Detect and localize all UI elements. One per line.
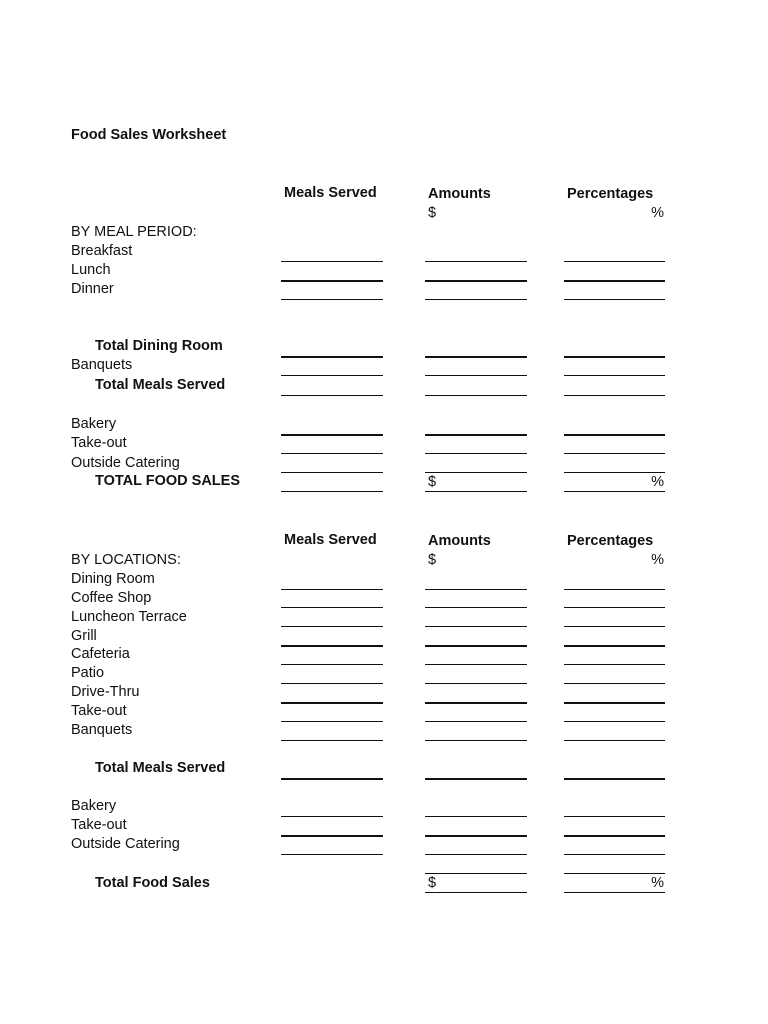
entry-line-amount xyxy=(425,280,527,282)
entry-line-percent xyxy=(564,626,665,627)
entry-line-percent xyxy=(564,702,665,704)
entry-line-meals xyxy=(281,645,383,647)
row-label-take-out-location: Take-out xyxy=(71,703,127,719)
entry-line-amount xyxy=(425,873,527,874)
entry-line-amount xyxy=(425,491,527,492)
entry-line-meals xyxy=(281,854,383,855)
row-label-dining-room: Dining Room xyxy=(71,571,155,587)
entry-line-percent xyxy=(564,873,665,874)
row-label-drive-thru: Drive-Thru xyxy=(71,684,140,700)
entry-line-meals xyxy=(281,472,383,473)
entry-line-amount xyxy=(425,356,527,358)
entry-line-percent xyxy=(564,835,665,837)
row-label-take-out: Take-out xyxy=(71,435,127,451)
row-label-outside-catering-2: Outside Catering xyxy=(71,836,180,852)
entry-line-percent xyxy=(564,892,665,893)
entry-line-amount xyxy=(425,626,527,627)
entry-line-meals xyxy=(281,261,383,262)
row-label-patio: Patio xyxy=(71,665,105,681)
entry-line-percent xyxy=(564,854,665,855)
entry-line-meals xyxy=(281,816,383,817)
header-amounts: Amounts xyxy=(428,186,491,202)
dollar-sign-2: $ xyxy=(428,552,437,568)
entry-line-meals xyxy=(281,375,383,376)
row-label-luncheon-terrace: Luncheon Terrace xyxy=(71,609,187,625)
row-label-total-food-sales: TOTAL FOOD SALES xyxy=(95,473,241,489)
entry-line-amount xyxy=(425,434,527,436)
entry-line-meals xyxy=(281,453,383,454)
entry-line-percent xyxy=(564,664,665,665)
row-label-outside-catering: Outside Catering xyxy=(71,455,180,471)
row-label-total-dining-room: Total Dining Room xyxy=(95,338,223,354)
entry-line-percent xyxy=(564,434,665,436)
entry-line-percent xyxy=(564,816,665,817)
row-label-bakery-2: Bakery xyxy=(71,798,117,814)
entry-line-amount xyxy=(425,683,527,684)
section-heading-meal-period: BY MEAL PERIOD: xyxy=(71,224,197,240)
entry-line-percent xyxy=(564,589,665,590)
entry-line-percent xyxy=(564,778,665,780)
row-label-take-out-2: Take-out xyxy=(71,817,127,833)
entry-line-amount xyxy=(425,589,527,590)
total-dollar-sign: $ xyxy=(428,474,437,490)
entry-line-meals xyxy=(281,835,383,837)
entry-line-percent xyxy=(564,472,665,473)
entry-line-percent xyxy=(564,261,665,262)
entry-line-amount xyxy=(425,854,527,855)
entry-line-amount xyxy=(425,375,527,376)
row-label-total-meals-served-2: Total Meals Served xyxy=(95,760,226,776)
entry-line-amount xyxy=(425,299,527,300)
entry-line-amount xyxy=(425,395,527,396)
entry-line-percent xyxy=(564,683,665,684)
final-percent-sign: % xyxy=(651,875,664,891)
entry-line-meals xyxy=(281,778,383,780)
section-heading-locations: BY LOCATIONS: xyxy=(71,552,181,568)
entry-line-meals xyxy=(281,299,383,300)
row-label-coffee-shop: Coffee Shop xyxy=(71,590,152,606)
entry-line-meals xyxy=(281,356,383,358)
row-label-lunch: Lunch xyxy=(71,262,111,278)
header-meals-served: Meals Served xyxy=(284,185,377,201)
header-amounts-2: Amounts xyxy=(428,533,491,549)
entry-line-amount xyxy=(425,835,527,837)
entry-line-percent xyxy=(564,299,665,300)
entry-line-meals xyxy=(281,740,383,741)
row-label-banquets-location: Banquets xyxy=(71,722,133,738)
final-dollar-sign: $ xyxy=(428,875,437,891)
entry-line-meals xyxy=(281,626,383,627)
entry-line-amount xyxy=(425,702,527,704)
entry-line-percent xyxy=(564,356,665,358)
header-percentages: Percentages xyxy=(567,186,654,202)
entry-line-meals xyxy=(281,664,383,665)
entry-line-amount xyxy=(425,261,527,262)
entry-line-meals xyxy=(281,683,383,684)
row-label-total-meals-served: Total Meals Served xyxy=(95,377,226,393)
row-label-banquets: Banquets xyxy=(71,357,133,373)
entry-line-meals xyxy=(281,607,383,608)
entry-line-percent xyxy=(564,645,665,647)
row-label-grill: Grill xyxy=(71,628,97,644)
entry-line-meals xyxy=(281,434,383,436)
header-meals-served-2: Meals Served xyxy=(284,532,377,548)
entry-line-meals xyxy=(281,702,383,704)
entry-line-amount xyxy=(425,472,527,473)
entry-line-amount xyxy=(425,645,527,647)
entry-line-percent xyxy=(564,740,665,741)
row-label-total-food-sales-2: Total Food Sales xyxy=(95,875,210,891)
entry-line-meals xyxy=(281,395,383,396)
row-label-cafeteria: Cafeteria xyxy=(71,646,130,662)
entry-line-meals xyxy=(281,280,383,282)
entry-line-amount xyxy=(425,721,527,722)
entry-line-amount xyxy=(425,607,527,608)
entry-line-percent xyxy=(564,280,665,282)
entry-line-amount xyxy=(425,453,527,454)
entry-line-percent xyxy=(564,721,665,722)
row-label-bakery: Bakery xyxy=(71,416,117,432)
entry-line-amount xyxy=(425,664,527,665)
header-percentages-2: Percentages xyxy=(567,533,654,549)
entry-line-percent xyxy=(564,453,665,454)
entry-line-amount xyxy=(425,778,527,780)
row-label-breakfast: Breakfast xyxy=(71,243,133,259)
entry-line-percent xyxy=(564,395,665,396)
percent-sign-2: % xyxy=(651,552,664,568)
percent-sign: % xyxy=(651,205,664,221)
entry-line-amount xyxy=(425,892,527,893)
entry-line-percent xyxy=(564,491,665,492)
total-percent-sign: % xyxy=(651,474,664,490)
entry-line-percent xyxy=(564,607,665,608)
entry-line-percent xyxy=(564,375,665,376)
dollar-sign: $ xyxy=(428,205,437,221)
entry-line-meals xyxy=(281,491,383,492)
entry-line-amount xyxy=(425,816,527,817)
row-label-dinner: Dinner xyxy=(71,281,114,297)
entry-line-amount xyxy=(425,740,527,741)
page-title: Food Sales Worksheet xyxy=(71,127,227,143)
entry-line-meals xyxy=(281,721,383,722)
entry-line-meals xyxy=(281,589,383,590)
